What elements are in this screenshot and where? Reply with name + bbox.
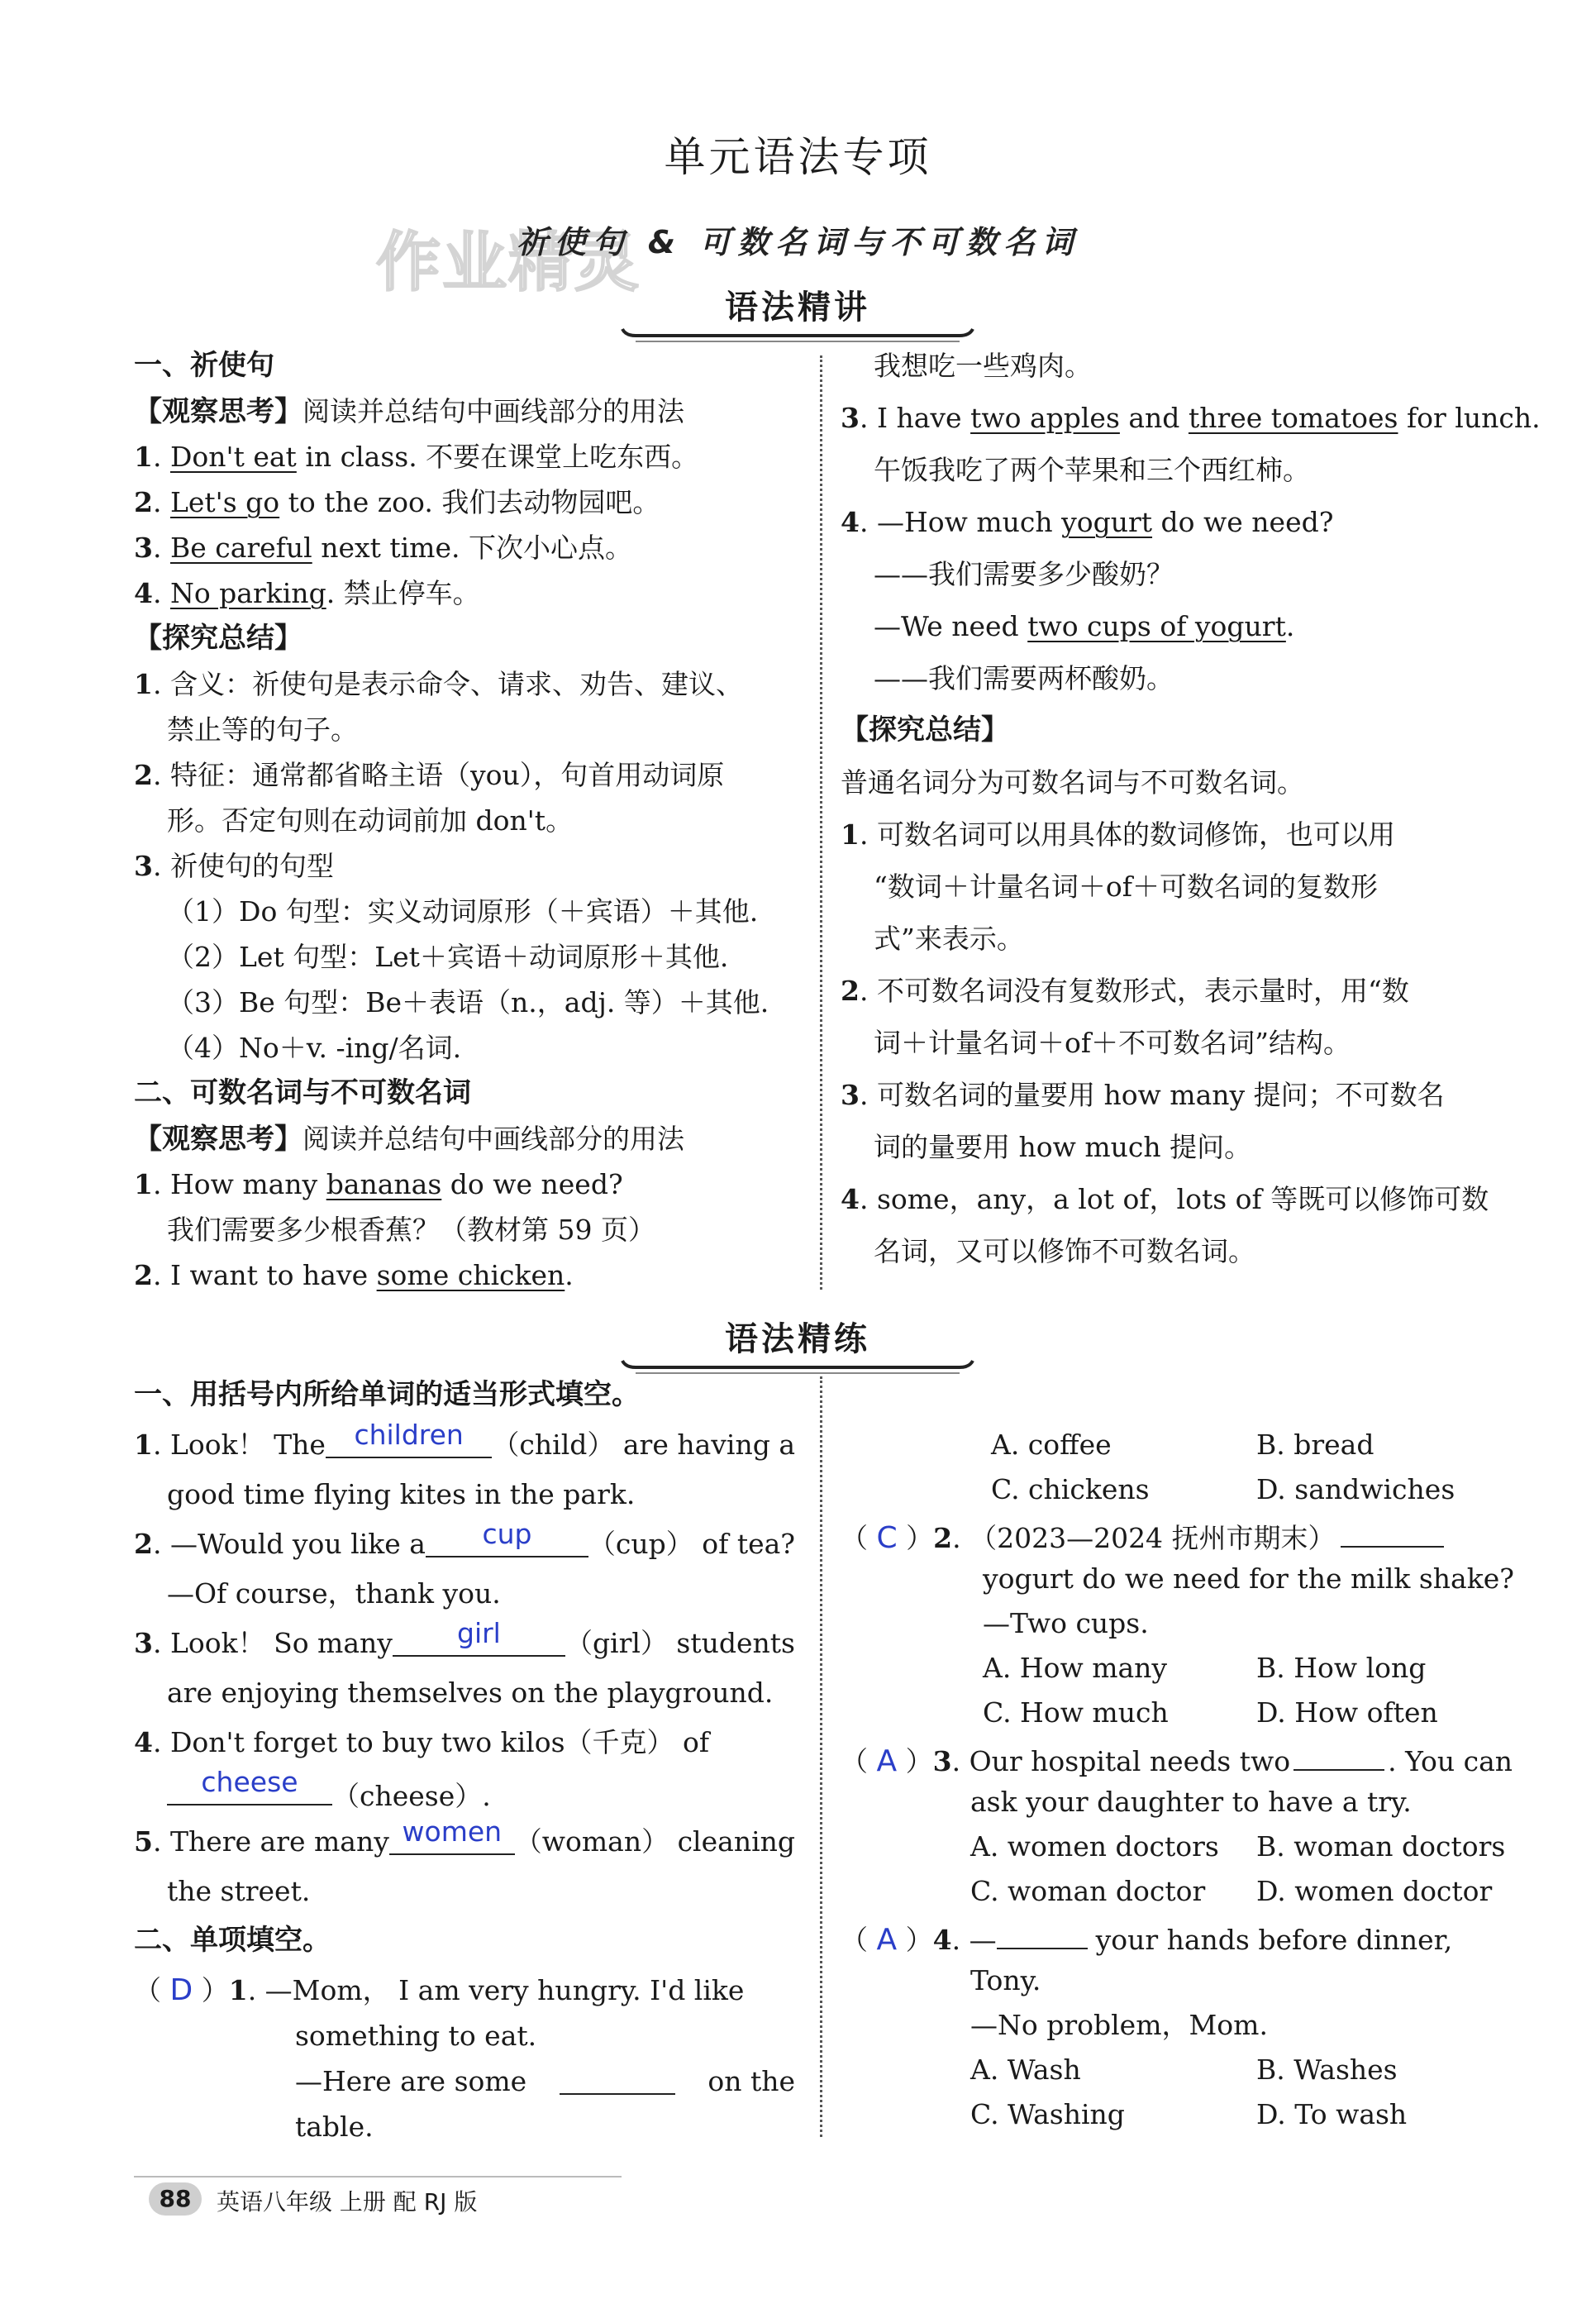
question-text: （cup） of tea?	[588, 1528, 795, 1560]
underlined-phrase: No parking	[169, 577, 326, 609]
example-text: . —How much	[859, 506, 1062, 538]
example-4: 4. No parking. 禁止停车。	[134, 577, 480, 609]
page-subtitle: 祈使句 & 可数名词与不可数名词	[516, 224, 1080, 260]
summary-text: . 祈使句的句型	[152, 850, 334, 882]
item-number: 4	[932, 1924, 952, 1956]
column-divider	[820, 355, 822, 1290]
question-text: （cheese）.	[332, 1780, 491, 1812]
page-title: 单元语法专项	[664, 133, 932, 181]
question-text: . —Mom， I am very hungry. I'd like	[247, 1974, 745, 2006]
section-heading: 二、单项填空。	[134, 1924, 331, 1957]
handwritten-choice: A	[876, 1744, 898, 1778]
example-text: to the zoo. 我们去动物园吧。	[279, 486, 660, 518]
item-number: 1	[134, 668, 153, 700]
mc-question-3	[841, 1734, 1513, 1784]
question-text: . Our hospital needs two	[951, 1745, 1291, 1777]
example-text: and	[1119, 402, 1189, 434]
question-text: . Look！ So many	[152, 1627, 393, 1659]
fill-question-2-cont: —Of course，thank you.	[167, 1577, 501, 1610]
observe-text: 阅读并总结句中画线部分的用法	[303, 395, 684, 427]
item-number: 3	[932, 1745, 952, 1777]
underlined-phrase: two apples	[970, 402, 1120, 434]
pattern-1: （1）Do 句型：实义动词原形（＋宾语）＋其他.	[167, 895, 759, 928]
noun-example-2	[134, 1252, 574, 1298]
answer-blank[interactable]	[426, 1518, 588, 1557]
summary-text: . 含义：祈使句是表示命令、请求、劝告、建议、	[152, 668, 743, 700]
example-text: .	[565, 1259, 574, 1291]
noun-example-4-cn: ——我们需要多少酸奶？	[874, 558, 1174, 590]
pattern-4: （4）No＋v. -ing/名词.	[167, 1032, 462, 1064]
item-number: 3	[134, 532, 153, 564]
handwritten-answer: children	[354, 1419, 464, 1451]
observe-line	[134, 1116, 684, 1162]
rule-4-cont: 名词，又可以修饰不可数名词。	[874, 1235, 1255, 1267]
option-a[interactable]: A. women doctors	[970, 1830, 1219, 1863]
answer-bracket: （ A ）	[841, 1744, 933, 1778]
mc-question-3-cont: ask your daughter to have a try.	[970, 1786, 1412, 1818]
item-number: 1	[134, 441, 153, 473]
option-b[interactable]: B. woman doctors	[1256, 1830, 1506, 1863]
item-number: 5	[134, 1825, 153, 1858]
rule-4	[841, 1176, 1489, 1222]
option-c[interactable]: C. chickens	[991, 1473, 1150, 1505]
fill-question-1-cont: good time flying kites in the park.	[167, 1478, 636, 1510]
answer-blank[interactable]	[1293, 1734, 1384, 1771]
rule-1-cont: 式”来表示。	[874, 923, 1024, 955]
item-number: 2	[841, 975, 860, 1007]
item-number: 3	[841, 402, 860, 434]
noun-example-1-cn: 我们需要多少根香蕉？（教材第 59 页）	[167, 1214, 655, 1246]
handwritten-choice: C	[876, 1521, 898, 1555]
example-text: . I want to have	[152, 1259, 377, 1291]
summary-label: 【探究总结】	[841, 713, 1009, 747]
mc-question-1-cont: table.	[295, 2111, 374, 2143]
rule-1	[841, 812, 1395, 857]
answer-blank[interactable]	[393, 1617, 565, 1657]
underlined-phrase: some chicken	[376, 1259, 565, 1291]
underlined-phrase: bananas	[326, 1168, 442, 1200]
handwritten-answer: girl	[457, 1617, 501, 1649]
question-text: （girl） students	[565, 1627, 795, 1659]
underlined-phrase: two cups of yogurt	[1027, 610, 1286, 642]
fill-question-2	[134, 1518, 795, 1567]
option-d[interactable]: D. women doctor	[1256, 1875, 1493, 1907]
question-source: . （2023—2024 抚州市期末）	[952, 1522, 1336, 1554]
question-text: . There are many	[152, 1825, 389, 1858]
mc-question-1-cont: something to eat.	[295, 2020, 537, 2052]
example-text: .	[1285, 610, 1295, 642]
question-text: —Here are some	[295, 2065, 527, 2097]
page-number: 88	[149, 2182, 202, 2216]
example-text: for lunch.	[1398, 402, 1541, 434]
footer-rule	[134, 2176, 622, 2178]
example-text: do we need?	[441, 1168, 623, 1200]
noun-example-4-reply-cn: ——我们需要两杯酸奶。	[874, 662, 1174, 694]
rule-2	[841, 968, 1409, 1014]
mc-question-1-cont	[295, 2058, 795, 2104]
rule-text: . 可数名词的量要用 how many 提问；不可数名	[859, 1079, 1445, 1111]
practice-right-column	[841, 1422, 1518, 2149]
mc-question-1	[134, 1968, 795, 2013]
rule-text: . 不可数名词没有复数形式，表示量时，用“数	[859, 975, 1409, 1007]
summary-1-cont: 禁止等的句子。	[167, 713, 358, 746]
banner-grammar-practice	[616, 1313, 979, 1379]
summary-text: . 特征：通常都省略主语（you），句首用动词原	[152, 759, 725, 791]
section-heading: 二、可数名词与不可数名词	[134, 1076, 471, 1109]
underlined-phrase: Let's go	[169, 486, 280, 518]
underlined-phrase: yogurt	[1061, 506, 1153, 538]
example-text: next time. 下次小心点。	[312, 532, 632, 564]
summary-1	[134, 661, 743, 707]
observe-text: 阅读并总结句中画线部分的用法	[303, 1123, 684, 1155]
pattern-2: （2）Let 句型：Let＋宾语＋动词原形＋其他.	[167, 941, 729, 973]
rule-1-cont: “数词＋计量名词＋of＋可数名词的复数形	[874, 871, 1378, 903]
pattern-3: （3）Be 句型：Be＋表语（n.，adj. 等）＋其他.	[167, 986, 769, 1018]
question-text: . Don't forget to buy two kilos（千克） of	[152, 1726, 710, 1758]
mc-question-2-cont: —Two cups.	[983, 1607, 1149, 1639]
answer-blank[interactable]	[997, 1913, 1088, 1949]
option-b[interactable]: B. bread	[1256, 1429, 1374, 1461]
answer-blank[interactable]	[560, 2058, 675, 2095]
option-b[interactable]: B. How long	[1256, 1652, 1427, 1684]
mc-question-4	[841, 1913, 1502, 1963]
handwritten-answer: cheese	[201, 1766, 298, 1798]
option-a[interactable]: A. coffee	[991, 1429, 1112, 1461]
option-c[interactable]: C. woman doctor	[970, 1875, 1206, 1907]
noun-example-4-reply	[874, 603, 1294, 649]
underlined-phrase: three tomatoes	[1188, 402, 1398, 434]
answer-bracket: （ D ）	[134, 1973, 229, 2007]
noun-example-3	[841, 395, 1541, 441]
answer-bracket: （ C ）	[841, 1521, 934, 1555]
summary-3	[134, 843, 334, 889]
question-text: your hands before dinner,	[1095, 1924, 1453, 1956]
column-divider	[820, 1376, 822, 2137]
book-info: 英语八年级 上册 配 RJ 版	[217, 2188, 478, 2216]
rule-3	[841, 1072, 1445, 1118]
option-c[interactable]: C. How much	[983, 1696, 1169, 1729]
observe-line	[134, 389, 684, 435]
fill-question-5-cont: the street.	[167, 1875, 311, 1907]
answer-bracket: （ A ）	[841, 1923, 933, 1957]
example-text: in class. 不要在课堂上吃东西。	[296, 441, 699, 473]
item-number: 1	[134, 1168, 153, 1200]
banner-label: 语法精讲	[725, 289, 870, 327]
option-d[interactable]: D. How often	[1256, 1696, 1438, 1729]
summary-label: 【探究总结】	[134, 622, 303, 655]
question-text: （woman） cleaning	[514, 1825, 795, 1858]
rule-3-cont: 词的量要用 how much 提问。	[874, 1131, 1252, 1163]
item-number: 2	[134, 759, 153, 791]
handwritten-answer: cup	[482, 1518, 532, 1550]
answer-blank[interactable]	[326, 1419, 493, 1458]
handwritten-choice: D	[169, 1973, 193, 2007]
rule-text: . 可数名词可以用具体的数词修饰，也可以用	[859, 818, 1395, 851]
example-text: do we need?	[1152, 506, 1334, 538]
answer-blank[interactable]	[167, 1766, 332, 1805]
example-text: . I have	[859, 402, 971, 434]
item-number: 2	[933, 1522, 953, 1554]
item-number: 2	[134, 1259, 153, 1291]
example-text: —We need	[874, 610, 1028, 642]
item-number: 1	[134, 1429, 153, 1461]
item-number: 2	[134, 1528, 153, 1560]
item-number: 4	[841, 506, 860, 538]
mc-question-4-cont: —No problem，Mom.	[970, 2009, 1268, 2041]
item-number: 1	[228, 1974, 248, 2006]
summary-2	[134, 752, 724, 798]
mc-question-2	[841, 1511, 1502, 1561]
option-a[interactable]: A. How many	[983, 1652, 1168, 1684]
example-text: . 禁止停车。	[326, 577, 480, 609]
lecture-left-column	[134, 343, 812, 1302]
noun-example-2-cn: 我想吃一些鸡肉。	[874, 350, 1092, 382]
item-number: 2	[134, 486, 153, 518]
rule-2-cont: 词＋计量名词＋of＋不可数名词”结构。	[874, 1027, 1351, 1059]
lecture-right-column	[841, 343, 1541, 1302]
item-number: 3	[134, 850, 153, 882]
example-2: 2. Let's go to the zoo. 我们去动物园吧。	[134, 486, 660, 518]
example-3: 3. Be careful next time. 下次小心点。	[134, 532, 632, 564]
option-a[interactable]: A. Wash	[970, 2053, 1081, 2086]
mc-question-4-cont: Tony.	[970, 1964, 1041, 1996]
fill-question-3	[134, 1617, 795, 1666]
noun-example-4	[841, 499, 1333, 545]
section-heading: 一、用括号内所给单词的适当形式填空。	[134, 1378, 640, 1411]
question-text: . —	[951, 1924, 997, 1956]
watermark: 作业精灵	[376, 226, 641, 300]
handwritten-choice: A	[876, 1923, 898, 1957]
item-number: 4	[134, 1726, 153, 1758]
item-number: 3	[841, 1079, 860, 1111]
fill-question-4	[134, 1720, 709, 1765]
observe-label: 【观察思考】	[134, 395, 303, 428]
summary-intro: 普通名词分为可数名词与不可数名词。	[841, 766, 1304, 799]
banner-label: 语法精练	[725, 1320, 870, 1358]
noun-example-1	[134, 1162, 623, 1207]
underlined-phrase: Be careful	[169, 532, 312, 564]
rule-text: . some，any，a lot of，lots of 等既可以修饰可数	[859, 1183, 1489, 1215]
example-1: 1. Don't eat in class. 不要在课堂上吃东西。	[134, 441, 699, 473]
example-text: . How many	[152, 1168, 326, 1200]
section-heading: 一、祈使句	[134, 349, 274, 382]
item-number: 3	[134, 1627, 153, 1659]
item-number: 4	[841, 1183, 860, 1215]
item-number: 1	[841, 818, 860, 851]
fill-question-1	[134, 1419, 795, 1467]
question-text: . —Would you like a	[152, 1528, 426, 1560]
question-text: （child） are having a	[492, 1429, 795, 1461]
item-number: 4	[134, 577, 153, 609]
question-text: . Look！ The	[152, 1429, 326, 1461]
practice-left-column	[134, 1372, 812, 2158]
underlined-phrase: Don't eat	[169, 441, 297, 473]
noun-example-3-cn: 午饭我吃了两个苹果和三个西红柿。	[874, 454, 1310, 486]
answer-blank[interactable]	[1341, 1511, 1444, 1548]
option-d[interactable]: D. To wash	[1256, 2098, 1408, 2130]
fill-question-5	[134, 1815, 795, 1864]
answer-blank[interactable]	[389, 1815, 515, 1855]
observe-label: 【观察思考】	[134, 1123, 303, 1156]
question-text: . You can	[1388, 1745, 1513, 1777]
banner-grammar-lecture	[616, 281, 979, 347]
summary-2-cont: 形。否定句则在动词前加 don't。	[167, 804, 574, 837]
fill-question-3-cont: are enjoying themselves on the playground.	[167, 1677, 774, 1709]
handwritten-answer: women	[402, 1815, 503, 1848]
option-c[interactable]: C. Washing	[970, 2098, 1125, 2130]
option-b[interactable]: B. Washes	[1256, 2053, 1398, 2086]
option-d[interactable]: D. sandwiches	[1256, 1473, 1455, 1505]
mc-question-2-cont: yogurt do we need for the milk shake?	[983, 1562, 1514, 1595]
question-text: on the	[707, 2065, 795, 2097]
